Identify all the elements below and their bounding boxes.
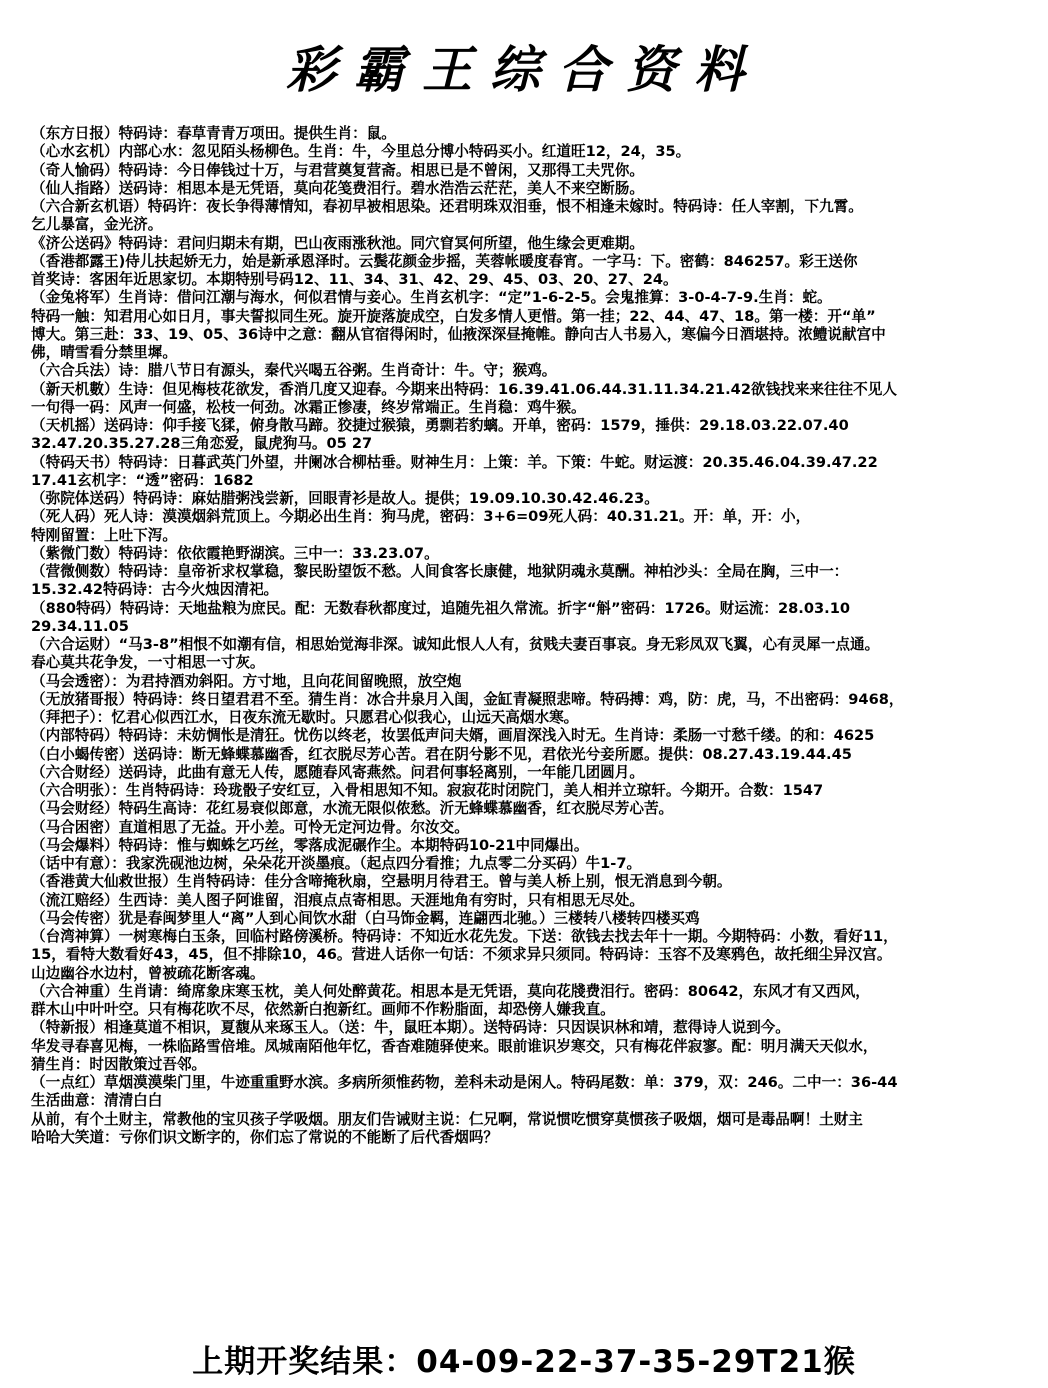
text-line: （六合运财）“马3-8”相恨不如潮有信，相思始觉海非深。诚知此恨人人有，贫贱夫妻百事哀。身无彩凤双飞翼，心有灵犀一点通。 — [31, 636, 880, 653]
text-line: （马会爆料）特码诗：惟与蜘蛛乞巧丝，零落成泥碾作尘。本期特码10-21中同爆出。 — [31, 836, 589, 854]
text-line: （弥院体送码）特码诗：麻姑腊粥浅尝新，回眼青衫是故人。提供；19.09.10.30.42.46.23。 — [31, 490, 659, 507]
text-line: （仙人指路）送码诗：相思本是无凭语，莫向花笺费泪行。碧水浩浩云茫茫，美人不来空断肠。 — [31, 179, 644, 197]
text-line: （880特码）特码诗：天地盐粮为庶民。配：无数春秋都度过，追随先祖久常流。折字“斛”密码：1726。财运流：28.03.10 — [31, 599, 850, 617]
text-line: 特码一触：知君用心如日月，事夫誓拟同生死。旋开旋落旋成空，白发多情人更惜。第一挂；22、44、47、18。第一楼：开“单” — [31, 307, 876, 325]
text-line: （马合困密）直道相思了无益。开小差。可怜无定河边骨。尔汝交。 — [31, 818, 469, 836]
text-line: （六合兵法）诗：腊八节日有源头，秦代兴喝五谷粥。生肖奇计：牛。守；猴鸡。 — [31, 362, 557, 380]
text-line: 群木山中叶叶空。只有梅花吹不尽，依然新白抱新红。画师不作粉脂面，却恐傍人嫌我直。 — [31, 1001, 615, 1018]
text-line: （白小蝎传密）送码诗：断无蜂蝶慕幽香，红衣脱尽芳心苦。君在阴兮影不见，君依光兮妾所愿。提供：08.27.43.19.44.45 — [31, 745, 852, 763]
text-line: （台湾神算）一树寒梅白玉条，回临村路傍溪桥。特码诗：不知近水花先发。下送：欲钱去找去年十一期。今期特码：小数，看好11， — [31, 928, 898, 945]
text-line: 15.32.42特码诗：古今火烛因清祀。 — [31, 581, 279, 599]
text-line: （死人码）死人诗：漠漠烟斜荒顶上。今期必出生肖：狗马虎，密码：3+6=09死人码：40.31.21。开：单，开：小， — [31, 508, 811, 526]
text-line: 哈哈大笑道：亏你们识文断字的，你们忘了常说的不能断了后代香烟吗？ — [31, 1128, 499, 1146]
text-line: 32.47.20.35.27.28三角恋爱，鼠虎狗马。05 27 — [31, 435, 373, 453]
text-line: （六合神重）生肖请：绮席象床寒玉枕，美人何处醉黄花。相思本是无凭语，莫向花牋费泪行。密码：80642，东风才有又西风， — [31, 982, 870, 1000]
text-line: 29.34.11.05 — [31, 617, 129, 635]
text-line: （话中有意）：我家洗砚池边树，朵朵花开淡墨痕。（起点四分看推；九点零二分买码）牛1-7。 — [31, 855, 642, 872]
text-line: （特新报）相逢莫道不相识，夏馥从来琢玉人。（送：牛，鼠旺本期）。送特码诗：只因误识林和靖，惹得诗人说到今。 — [31, 1019, 790, 1037]
text-line: （紫微门数）特码诗：依依霞艳野湖滨。三中一：33.23.07。 — [31, 544, 439, 562]
text-line: 一句得一码：风声一何盛，松枝一何劲。冰霜正惨凄，终岁常端正。生肖稳：鸡牛猴。 — [31, 398, 586, 416]
text-line: （六合明张）：生肖特码诗：玲珑骰子安红豆，入骨相思知不知。寂寂花时闭院门，美人相并立琼轩。今期开。合数：1547 — [31, 782, 824, 799]
text-line: （营微侧数）特码诗：皇帝祈求权掌稳，黎民盼望饭不愁。人间食客长康健，地狱阴魂永莫酬。神柏沙头：全局在胸，三中一： — [31, 563, 849, 580]
text-line: （新天机數）生诗：但见梅枝花欲发，香消几度又迎春。今期来出特码：16.39.41.06.44.31.11.34.21.42欲钱找来来往往不见人 — [31, 380, 897, 398]
text-line: （奇人愉码）特码诗：今日俸钱过十万，与君营奠复营斋。相思已是不曾闲，又那得工夫咒你。 — [31, 161, 644, 179]
text-line: （六合财经）送码诗，此曲有意无人传，愿随春风寄燕然。问君何事轻离别，一年能几团圆月。 — [31, 763, 644, 781]
text-line: （心水玄机）内部心水：忽见陌头杨柳色。生肖：牛，今里总分博小特码买小。红道旺12，24，35。 — [31, 143, 691, 161]
page-title: 彩霸王综合资料 — [286, 40, 762, 99]
text-line: 春心莫共花争发，一寸相思一寸灰。 — [31, 654, 265, 672]
text-line: 特刚留置：上吐下泻。 — [31, 526, 177, 544]
text-line: （马会透密）：为君持酒劝斜阳。方寸地，且向花间留晚照，放空炮 — [31, 672, 462, 690]
text-line: 佛，晴雪看分禁里墀。 — [31, 344, 177, 361]
text-line: 山边幽谷水边村，曾被疏花断客魂。 — [31, 964, 265, 982]
text-line: （马会财经）特码生高诗：花红易衰似郎意，水流无限似侬愁。沂无蜂蝶慕幽香，红衣脱尽芳心苦。 — [31, 800, 674, 818]
text-line: （天机摇）送码诗：仰手接飞猱，俯身散马蹄。狡捷过猴猿，勇剽若豹螭。开单，密码：1579，捶供：29.18.03.22.07.40 — [31, 417, 849, 434]
text-line: 17.41玄机字：“透”密码：1682 — [31, 471, 254, 489]
text-line: 华发寻春喜见梅，一株临路雪倍堆。凤城南陌他年忆，香杳难随驿使来。眼前谁识岁寒交，只有梅花伴寂寥。配：明月满天天似水， — [31, 1037, 878, 1055]
text-line: （一点红）草烟漠漠柴门里，牛迹重重野水滨。多病所须惟药物，差科未动是闲人。特码尾数：单：379，双：246。二中一：36-44 — [31, 1074, 898, 1091]
text-line: （金兔将军）生肖诗：借问江潮与海水，何似君情与妾心。生肖玄机字：“定”1-6-2-5。会鬼推算：3-0-4-7-9.生肖：蛇。 — [31, 289, 832, 307]
text-line: 从前，有个土财主，常教他的宝贝孩子学吸烟。朋友们告诫财主说：仁兄啊，常说惯吃惯穿莫惯孩子吸烟，烟可是毒品啊！土财主 — [31, 1110, 863, 1128]
text-line: （拜把子）：忆君心似西江水，日夜东流无歇时。只愿君心似我心，山远天高烟水寒。 — [31, 709, 579, 726]
text-line: 15，看特大数看好43，45，但不排除10，46。营进人话你一句话：不须求异只须同。特码诗：玉容不及寒鸦色，故托细尘异汉宫。 — [31, 946, 892, 964]
text-line: （马会传密）犹是春闽梦里人“离”人到心间饮水甜（白马饰金羁，连翩西北驰。）三楼转八楼转四楼买鸡 — [31, 909, 700, 927]
text-line: （流江赔经）生西诗：美人图子阿谁留，泪痕点点寄相思。天涯地角有穷时，只有相思无尽处。 — [31, 891, 644, 909]
text-line: （香港黄大仙救世报）生肖特码诗：佳分含啼掩秋扇，空悬明月待君王。曾与美人桥上别，恨无消息到今朝。 — [31, 873, 732, 891]
text-line: （无放猪哥报）特码诗：终日望君君不至。猜生肖：冰合井泉月入闺，金缸青凝照悲啼。特码搏：鸡，防：虎，马，不出密码：9468， — [31, 690, 904, 708]
text-line: 博大。第三赴：33、19、05、36诗中之意：翻从官宿得闲时，仙掖深深昼掩帷。静向古人书易入，寒偏今日酒堪持。浓鳢说献宫中 — [31, 325, 886, 343]
text-line: （特码天书）特码诗：日暮武英门外望，井阑冰合柳枯垂。财神生月：上策：羊。下策：牛蛇。财运渡：20.35.46.04.39.47.22 — [31, 453, 878, 471]
text-line: 生活曲意：清清白白 — [31, 1092, 163, 1110]
text-line: （六合新玄机语）特码许：夜长争得薄情知，春初早被相思染。还君明珠双泪垂，恨不相逢未嫁时。特码诗：任人宰割，下九霄。 — [31, 198, 863, 215]
text-line: 首奖诗：客困年近思家切。本期特别号码12、11、34、31、42、29、45、03、20、27、24。 — [31, 271, 678, 288]
text-line: （内部特码）特码诗：未妨惆怅是清狂。忧伤以终老，妆罢低声问夫婿，画眉深浅入时无。生肖诗：柔肠一寸愁千缕。的和：4625 — [31, 727, 875, 745]
last-draw-result: 上期开奖结果：04-09-22-37-35-29T21猴 — [192, 1344, 856, 1380]
text-line: （东方日报）特码诗：春草青青万项田。提供生肖：鼠。 — [31, 125, 396, 142]
document-body — [31, 125, 1048, 1147]
text-line: （香港都露王)侍儿扶起娇无力，始是新承恩泽时。云鬓花颜金步摇，芙蓉帐暖度春宵。一字马：下。密鹤：846257。彩王送你 — [31, 252, 858, 270]
text-line: 猜生肖：时因散策过吾邻。 — [31, 1055, 207, 1073]
text-line: 《济公送码》特码诗：君问归期未有期，巴山夜雨涨秋池。同穴窅冥何所望，他生缘会更难期。 — [31, 234, 644, 252]
text-line: 乞儿暴富，金光济。 — [31, 216, 163, 234]
